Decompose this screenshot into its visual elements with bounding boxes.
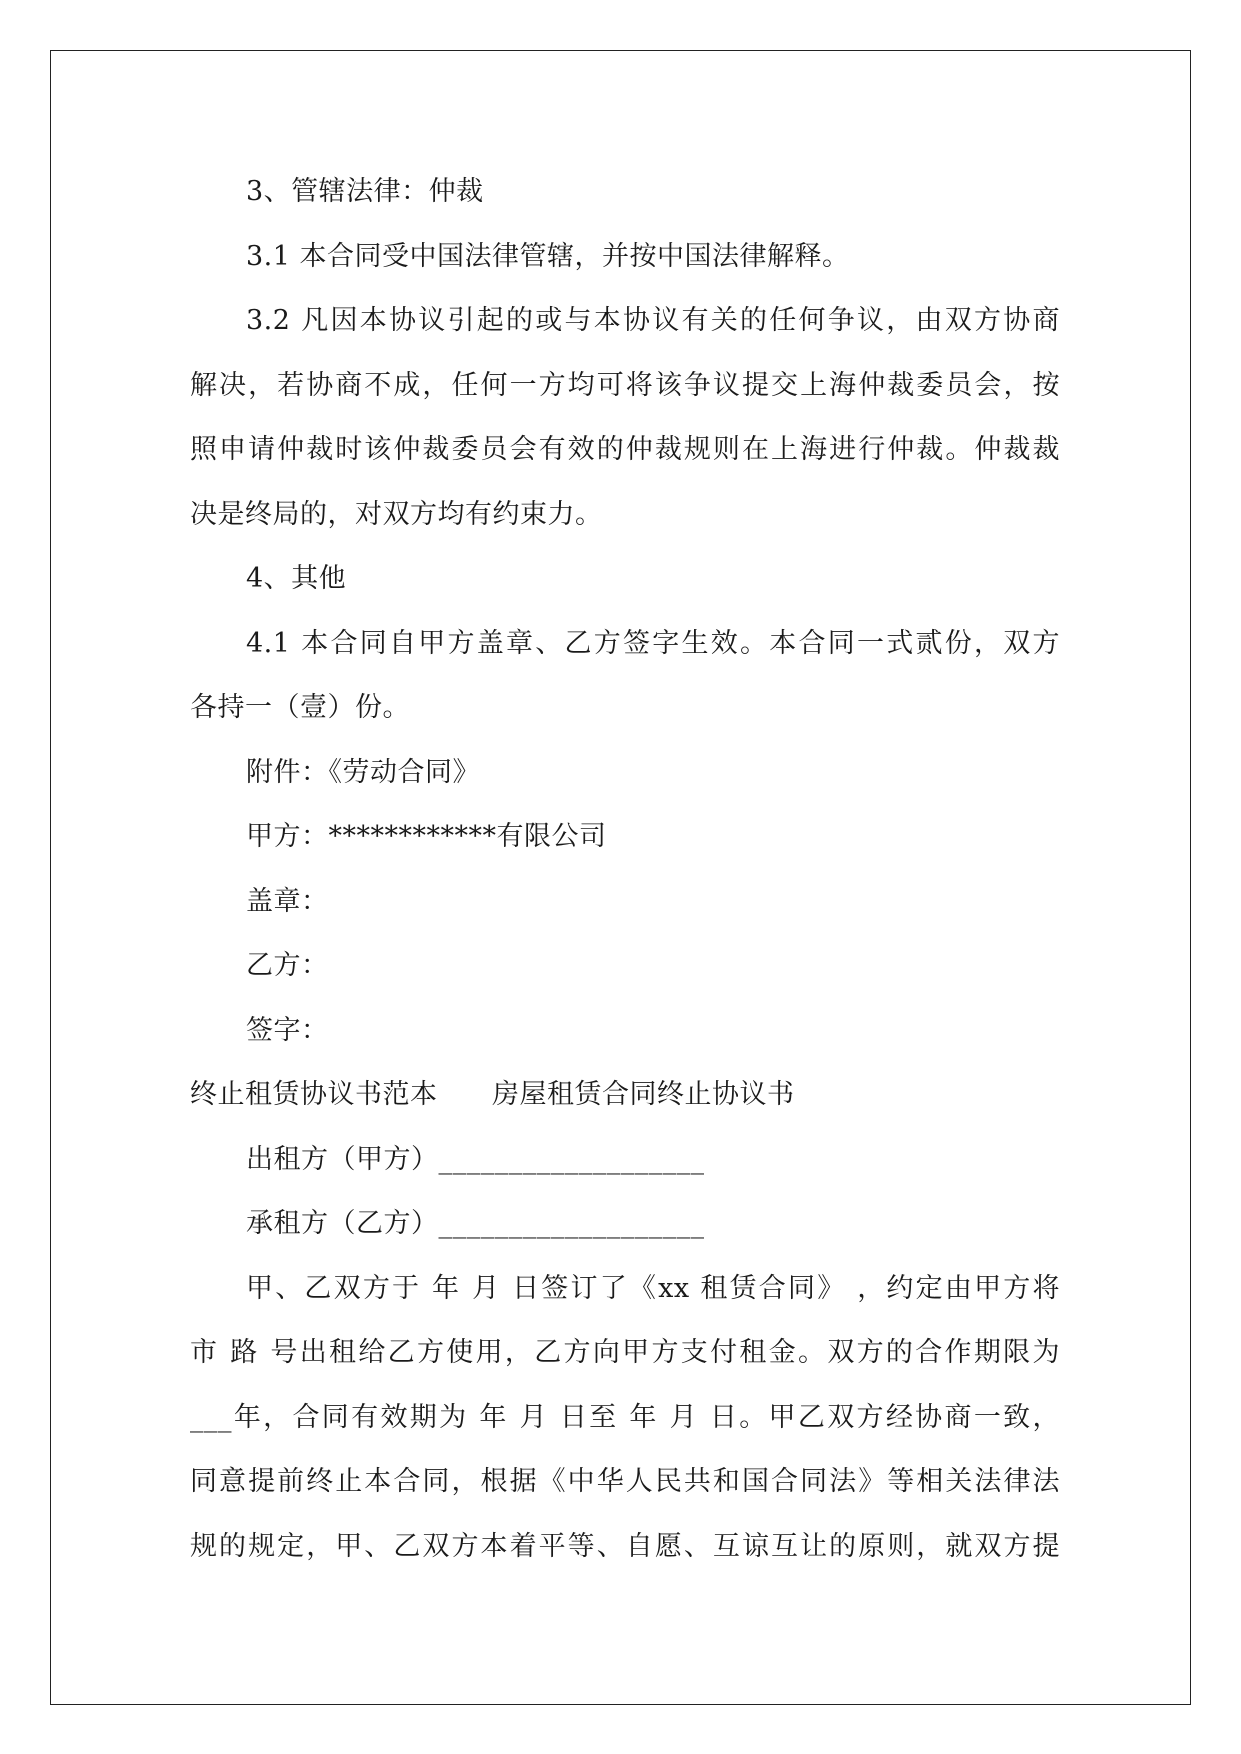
document-line: 解决，若协商不成，任何一方均可将该争议提交上海仲裁委员会，按 (190, 369, 1060, 401)
document-line: 市 路 号出租给乙方使用，乙方向甲方支付租金。双方的合作期限为 (190, 1337, 1060, 1368)
document-line: 3、管辖法律：仲裁 (246, 176, 484, 207)
document-body (190, 160, 1060, 1579)
document-line: 3.1 本合同受中国法律管辖，并按中国法律解释。 (246, 240, 850, 272)
document-line: 终止租赁协议书范本 房屋租赁合同终止协议书 (190, 1079, 795, 1110)
document-line: 4、其他 (246, 563, 347, 594)
document-line: 出租方（甲方）___________________ (246, 1143, 705, 1175)
document-line: 甲方：************有限公司 (246, 821, 607, 852)
document-line: 乙方： (246, 950, 329, 981)
document-line: 承租方（乙方）___________________ (246, 1208, 705, 1239)
document-line: 各持一（壹）份。 (190, 692, 410, 723)
document-line: 4.1 本合同自甲方盖章、乙方签字生效。本合同一式贰份，双方 (246, 627, 1060, 659)
document-line: 照申请仲裁时该仲裁委员会有效的仲裁规则在上海进行仲裁。仲裁裁 (190, 434, 1060, 465)
document-line: 同意提前终止本合同，根据《中华人民共和国合同法》等相关法律法 (190, 1466, 1060, 1497)
document-line: 3.2 凡因本协议引起的或与本协议有关的任何争议，由双方协商 (246, 305, 1060, 336)
document-line: ___年，合同有效期为 年 月 日至 年 月 日。甲乙双方经协商一致， (190, 1401, 1060, 1433)
document-line: 签字： (246, 1014, 329, 1046)
document-line: 决是终局的，对双方均有约束力。 (190, 498, 603, 530)
document-line: 附件：《劳动合同》 (246, 756, 480, 788)
document-line: 甲、乙双方于 年 月 日签订了《xx 租赁合同》 ，约定由甲方将 (246, 1272, 1060, 1304)
document-line: 盖章： (246, 885, 329, 917)
document-line: 规的规定，甲、乙双方本着平等、自愿、互谅互让的原则，就双方提 (190, 1530, 1060, 1562)
